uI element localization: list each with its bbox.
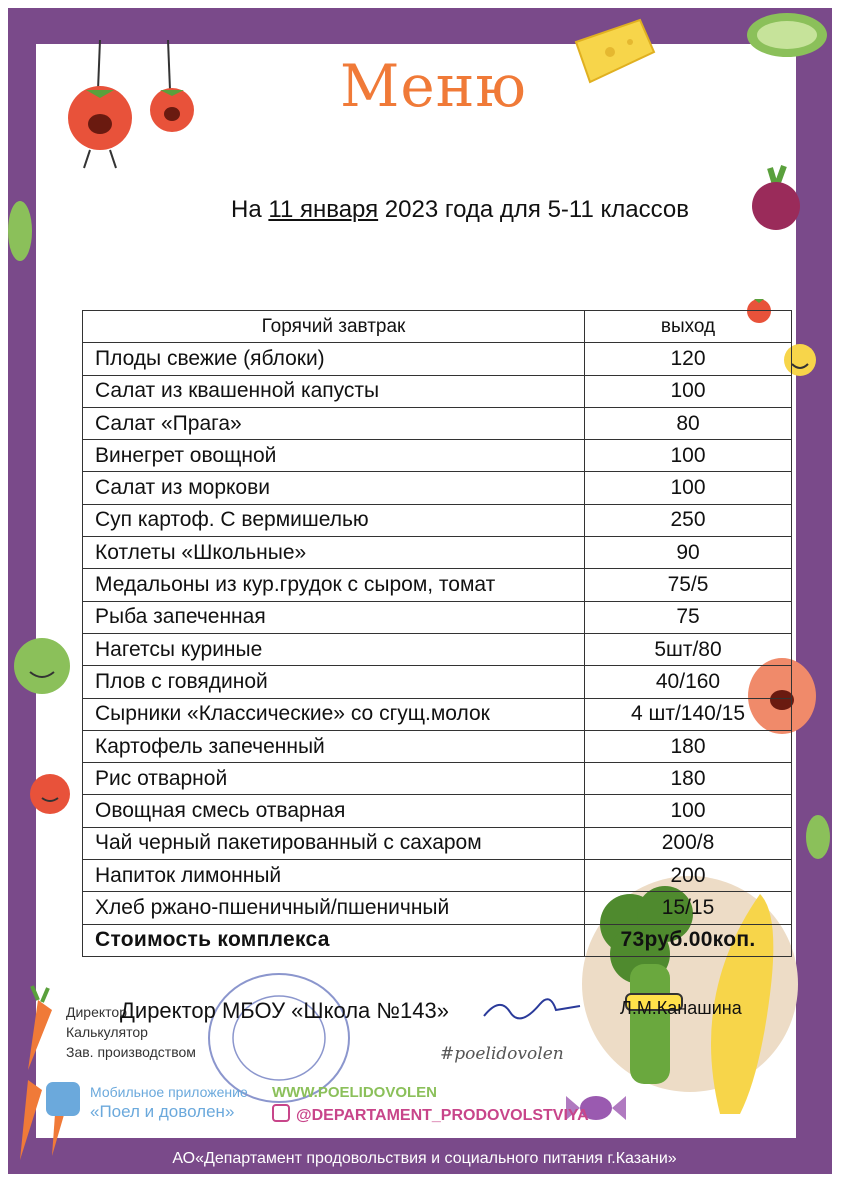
table-row <box>83 504 792 536</box>
table-row <box>83 860 792 892</box>
hashtag: #poelidovolen <box>440 1044 564 1064</box>
tomato-character-icon <box>26 768 74 816</box>
dish-output: 40/160 <box>585 666 792 698</box>
menu-date-line <box>140 196 780 224</box>
instagram-handle[interactable] <box>272 1104 589 1125</box>
dish-name: Хлеб ржано-пшеничный/пшеничный <box>83 892 585 924</box>
dish-output: 100 <box>585 472 792 504</box>
dish-name: Нагетсы куриные <box>83 633 585 665</box>
cucumber-illustration <box>742 10 832 60</box>
dish-name: Напиток лимонный <box>83 860 585 892</box>
menu-date: 11 января <box>268 196 379 223</box>
dish-output: 180 <box>585 763 792 795</box>
dish-output: 100 <box>585 795 792 827</box>
dish-output: 90 <box>585 537 792 569</box>
footer-organization: АО«Департамент продовольствия и социального питания г.Казани» <box>172 1150 677 1167</box>
dish-name: Медальоны из кур.грудок с сыром, томат <box>83 569 585 601</box>
instagram-icon <box>272 1104 290 1122</box>
column-header-dish: Горячий завтрак <box>83 311 585 343</box>
leaf-illustration <box>8 196 38 266</box>
table-header-row <box>83 311 792 343</box>
table-row <box>83 795 792 827</box>
total-label: Стоимость комплекса <box>83 924 585 956</box>
table-row <box>83 698 792 730</box>
total-row <box>83 924 792 956</box>
table-row <box>83 440 792 472</box>
dish-output: 250 <box>585 504 792 536</box>
dish-name: Плоды свежие (яблоки) <box>83 343 585 375</box>
table-row <box>83 601 792 633</box>
dish-name: Плов с говядиной <box>83 666 585 698</box>
table-row <box>83 763 792 795</box>
page-title: Меню <box>340 52 527 120</box>
dish-output: 100 <box>585 375 792 407</box>
dish-output: 15/15 <box>585 892 792 924</box>
dish-output: 5шт/80 <box>585 633 792 665</box>
table-row <box>83 375 792 407</box>
dish-output: 75/5 <box>585 569 792 601</box>
table-row <box>83 537 792 569</box>
side-label-calculator: Калькулятор <box>66 1024 148 1040</box>
subtitle-prefix: На <box>231 196 269 223</box>
total-price: 73руб.00коп. <box>585 924 792 956</box>
table-row <box>83 633 792 665</box>
website-link[interactable]: WWW.POELIDOVOLEN <box>272 1084 437 1101</box>
table-row <box>83 407 792 439</box>
table-row <box>83 730 792 762</box>
dish-output: 200/8 <box>585 827 792 859</box>
table-row <box>83 827 792 859</box>
dish-output: 80 <box>585 407 792 439</box>
tomato-characters-illustration <box>60 40 230 170</box>
dish-name: Овощная смесь отварная <box>83 795 585 827</box>
handwritten-signature <box>480 986 590 1026</box>
dish-name: Винегрет овощной <box>83 440 585 472</box>
dish-output: 200 <box>585 860 792 892</box>
table-row <box>83 343 792 375</box>
table-row <box>83 666 792 698</box>
director-name: Л.М.Канашина <box>620 998 742 1018</box>
side-label-manager: Зав. производством <box>66 1044 196 1060</box>
dish-name: Салат из моркови <box>83 472 585 504</box>
carrots-illustration <box>8 980 68 1170</box>
side-label-director: Директор <box>66 1004 127 1020</box>
dish-name: Рыба запеченная <box>83 601 585 633</box>
dish-name: Салат из квашенной капусты <box>83 375 585 407</box>
dish-output: 120 <box>585 343 792 375</box>
dish-output: 180 <box>585 730 792 762</box>
director-line: Директор МБОУ «Школа №143» <box>120 998 449 1023</box>
dish-name: Салат «Прага» <box>83 407 585 439</box>
dish-name: Сырники «Классические» со сгущ.молок <box>83 698 585 730</box>
app-label: Мобильное приложение <box>90 1084 248 1100</box>
dish-name: Рис отварной <box>83 763 585 795</box>
subtitle-suffix: 2023 года для 5-11 классов <box>378 196 689 223</box>
app-icon[interactable] <box>46 1082 80 1116</box>
table-row <box>83 569 792 601</box>
menu-table <box>82 310 792 957</box>
dish-output: 4 шт/140/15 <box>585 698 792 730</box>
column-header-output: выход <box>585 311 792 343</box>
dish-name: Суп картоф. С вермишелью <box>83 504 585 536</box>
instagram-text: @DEPARTAMENT_PRODOVOLSTVIYA <box>296 1107 589 1124</box>
apple-character-icon <box>8 620 72 700</box>
dish-output: 75 <box>585 601 792 633</box>
dish-name: Картофель запеченный <box>83 730 585 762</box>
dish-name: Чай черный пакетированный с сахаром <box>83 827 585 859</box>
app-name: «Поел и доволен» <box>90 1102 235 1121</box>
dish-name: Котлеты «Школьные» <box>83 537 585 569</box>
dish-output: 100 <box>585 440 792 472</box>
table-row <box>83 892 792 924</box>
table-row <box>83 472 792 504</box>
cheese-illustration <box>570 12 660 92</box>
